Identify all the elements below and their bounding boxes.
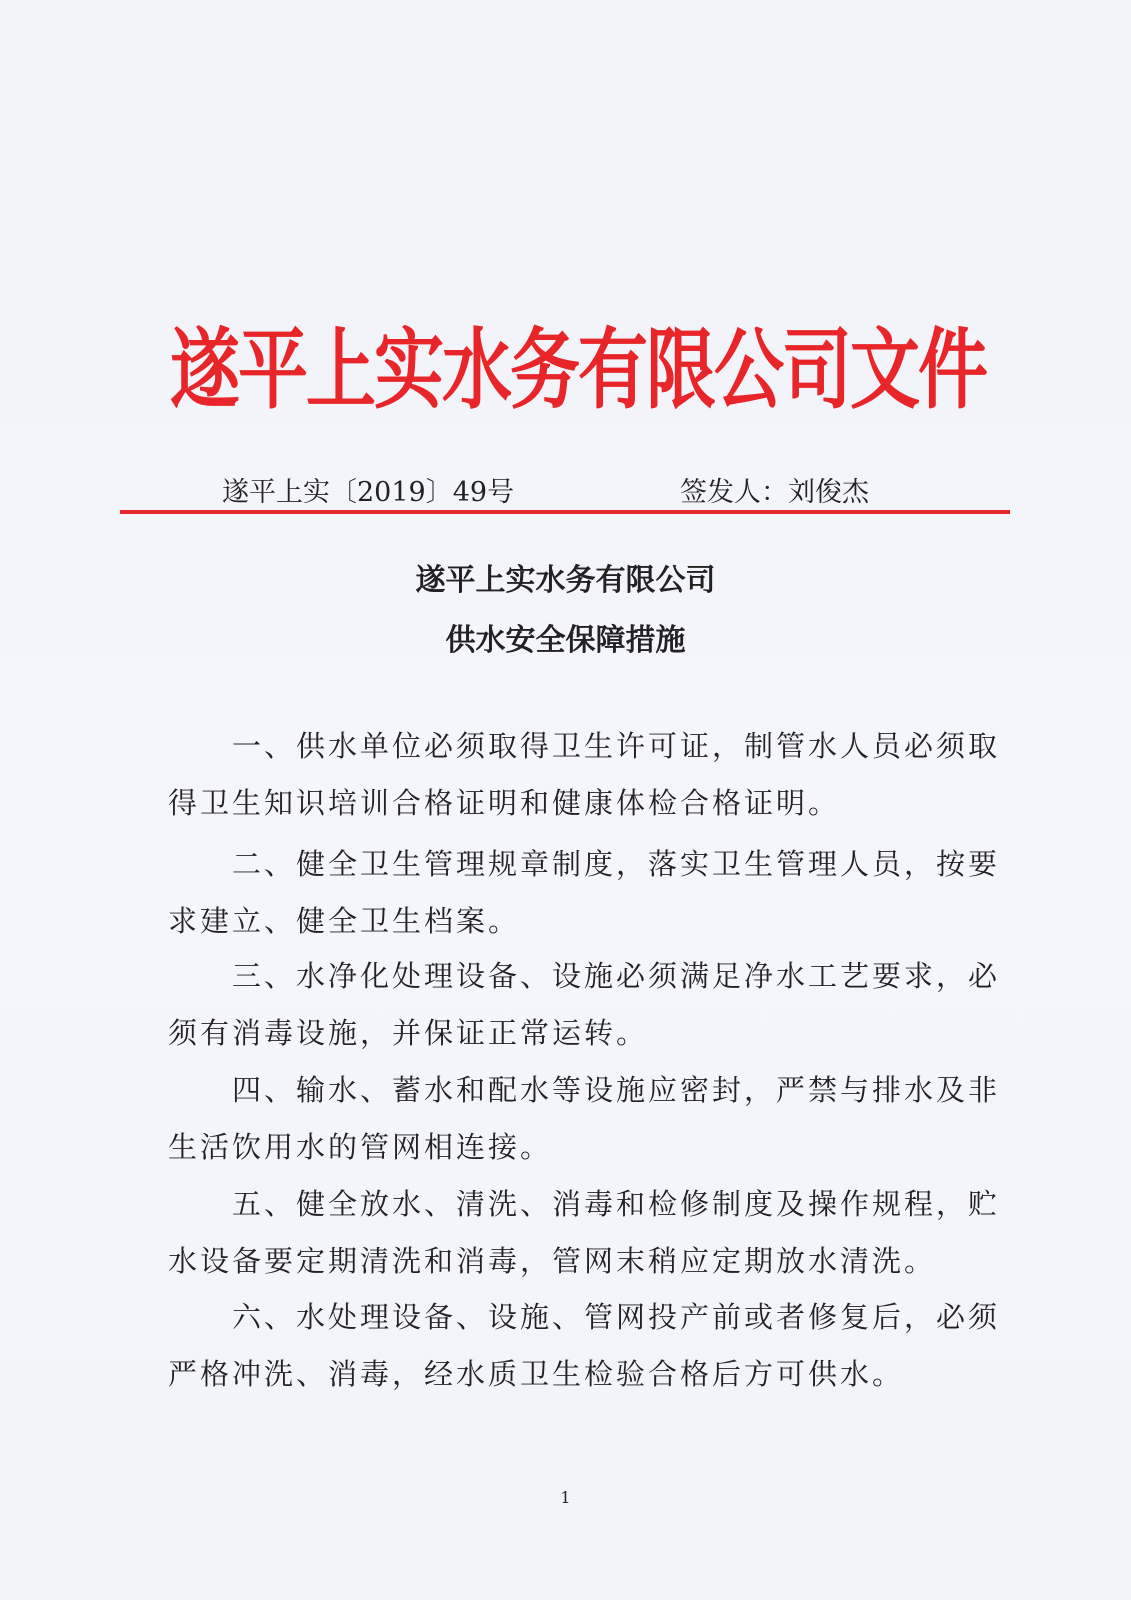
paragraph-line: 一、供水单位必须取得卫生许可证，制管水人员必须取	[232, 729, 1001, 763]
paragraph-line: 严格冲洗、消毒，经水质卫生检验合格后方可供水。	[168, 1357, 905, 1391]
page-number: 1	[560, 1488, 571, 1507]
paragraph-line: 二、健全卫生管理规章制度，落实卫生管理人员，按要	[232, 847, 1001, 881]
paragraph-2	[168, 836, 1001, 950]
paragraph-line: 生活饮用水的管网相连接。	[168, 1130, 553, 1164]
paragraph-line: 六、水处理设备、设施、管网投产前或者修复后，必须	[232, 1300, 1001, 1334]
paragraph-line: 须有消毒设施，并保证正常运转。	[168, 1016, 649, 1050]
paragraph-5	[168, 1176, 1001, 1290]
paragraph-line: 三、水净化处理设备、设施必须满足净水工艺要求，必	[232, 959, 1001, 993]
paragraph-6	[168, 1289, 1001, 1403]
document-title-company: 遂平上实水务有限公司	[415, 563, 716, 598]
document-number: 遂平上实〔2019〕49号	[222, 477, 515, 508]
paragraph-line: 水设备要定期清洗和消毒，管网末稍应定期放水清洗。	[168, 1244, 937, 1278]
paragraph-line: 四、输水、蓄水和配水等设施应密封，严禁与排水及非	[232, 1073, 1001, 1107]
signer: 签发人：刘俊杰	[680, 477, 869, 508]
paragraph-line: 得卫生知识培训合格证明和健康体检合格证明。	[168, 786, 841, 820]
paragraph-4	[168, 1062, 1001, 1176]
masthead-title: 遂平上实水务有限公司文件	[170, 317, 986, 422]
document-title-subject: 供水安全保障措施	[445, 623, 686, 658]
paragraph-1	[168, 718, 1001, 832]
paragraph-line: 求建立、健全卫生档案。	[168, 904, 521, 938]
paragraph-line: 五、健全放水、清洗、消毒和检修制度及操作规程，贮	[232, 1187, 1001, 1221]
paragraph-3	[168, 948, 1001, 1062]
red-divider	[120, 510, 1010, 514]
